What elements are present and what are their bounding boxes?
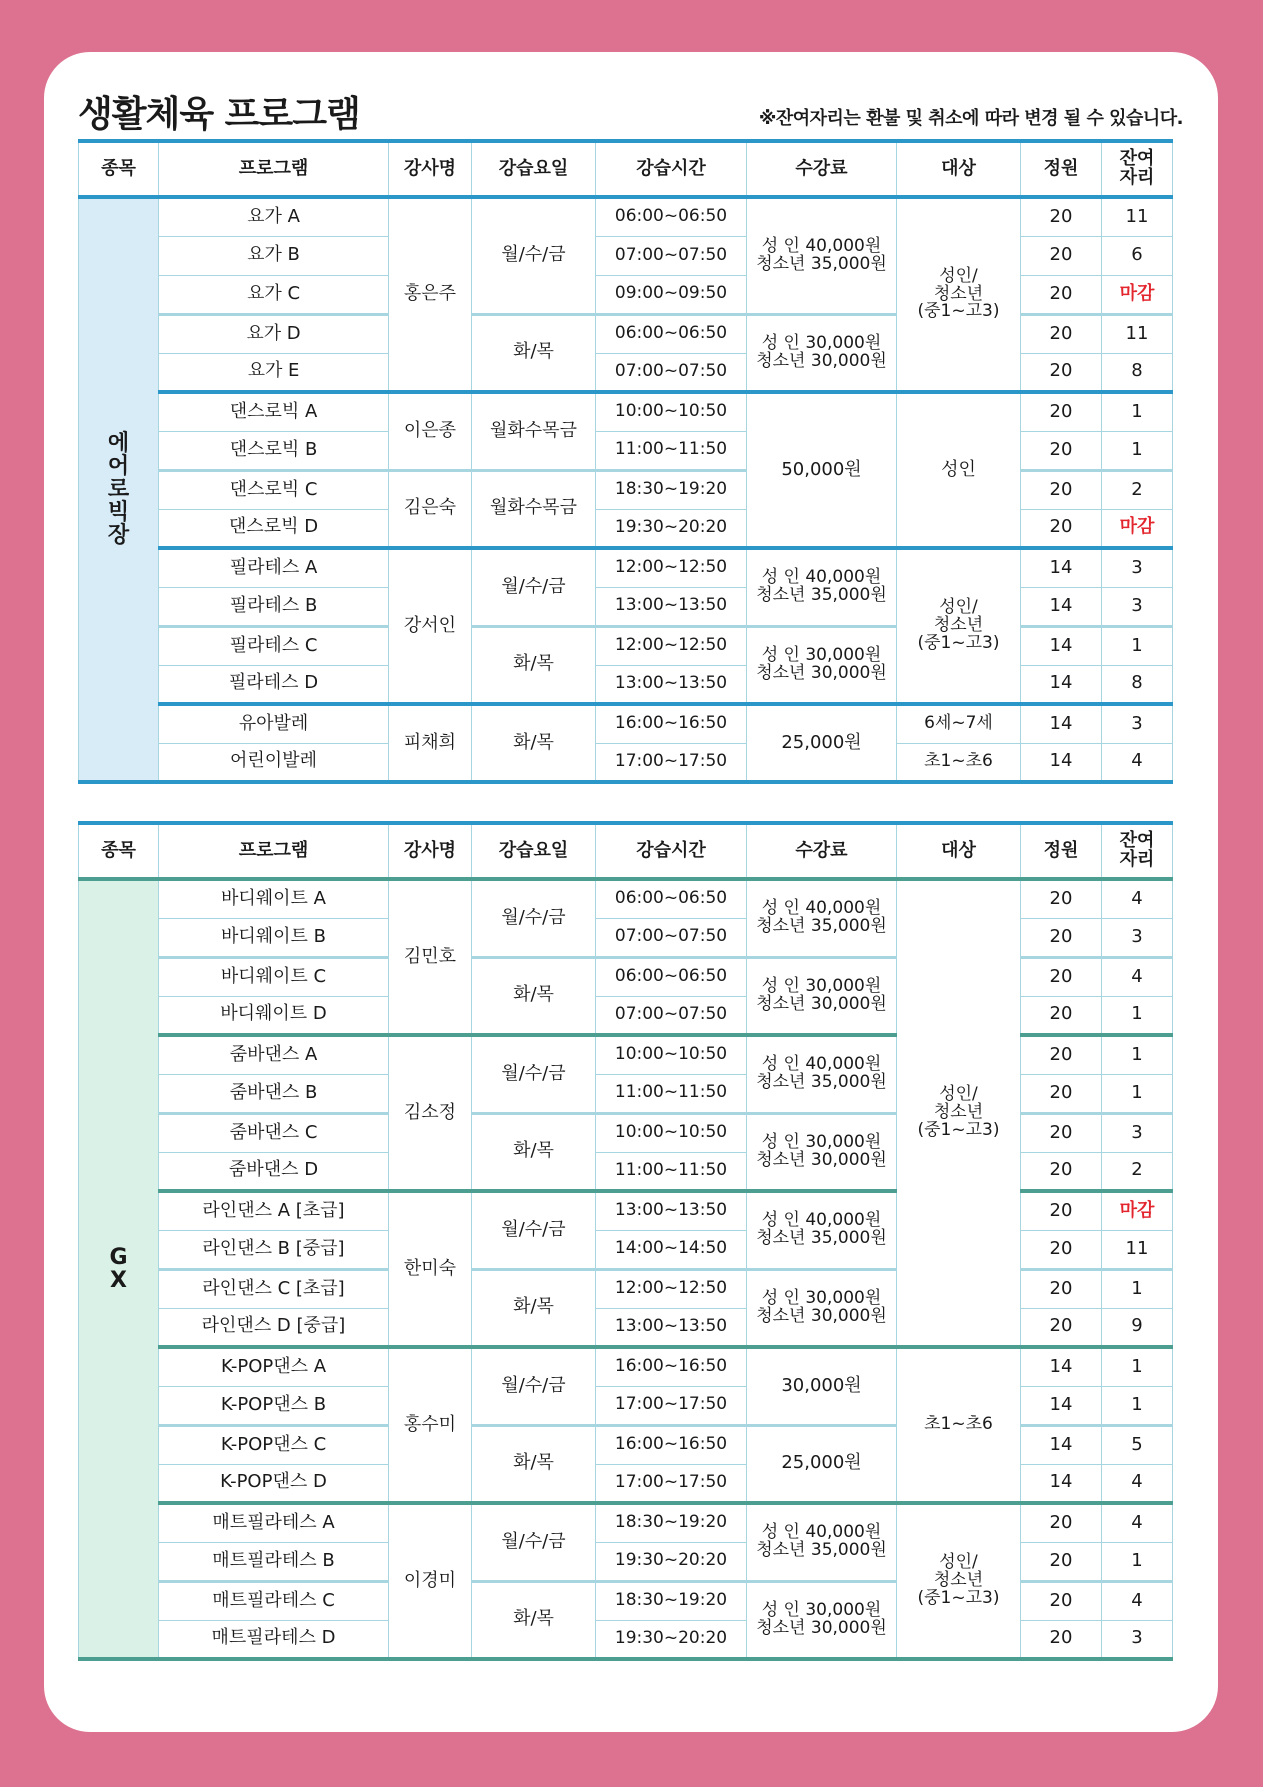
program-cell: 댄스로빅 C <box>159 470 389 509</box>
program-cell: 어린이발레 <box>159 743 389 782</box>
program-cell: 요가 C <box>159 275 389 314</box>
header-fee: 수강료 <box>747 823 897 879</box>
days-cell: 화/목 <box>472 1269 596 1347</box>
days-cell: 월/수/금 <box>472 548 596 626</box>
fee-cell: 50,000원 <box>747 392 897 548</box>
days-cell: 월/수/금 <box>472 879 596 957</box>
fee-cell: 25,000원 <box>747 704 897 782</box>
remaining-cell: 3 <box>1102 1113 1173 1152</box>
program-cell: 유아발레 <box>159 704 389 743</box>
target-cell: 성인/ 청소년 (중1~고3) <box>897 1503 1021 1659</box>
remaining-cell: 3 <box>1102 704 1173 743</box>
header-time: 강습시간 <box>596 141 747 197</box>
time-cell: 06:00~06:50 <box>596 197 747 236</box>
instructor-cell: 한미숙 <box>389 1191 472 1347</box>
category-cell: 에 어 로 빅 장 <box>79 197 159 782</box>
program-cell: 매트필라테스 C <box>159 1581 389 1620</box>
remaining-cell: 9 <box>1102 1308 1173 1347</box>
time-cell: 10:00~10:50 <box>596 1035 747 1074</box>
time-cell: 06:00~06:50 <box>596 879 747 918</box>
days-cell: 화/목 <box>472 1581 596 1659</box>
program-cell: 바디웨이트 A <box>159 879 389 918</box>
instructor-cell: 김은숙 <box>389 470 472 548</box>
instructor-cell: 이은종 <box>389 392 472 470</box>
target-cell: 성인/ 청소년 (중1~고3) <box>897 879 1021 1347</box>
program-cell: K-POP댄스 D <box>159 1464 389 1503</box>
time-cell: 11:00~11:50 <box>596 1074 747 1113</box>
capacity-cell: 14 <box>1021 1464 1102 1503</box>
target-cell: 성인/ 청소년 (중1~고3) <box>897 548 1021 704</box>
remaining-cell: 4 <box>1102 1503 1173 1542</box>
time-cell: 18:30~19:20 <box>596 1503 747 1542</box>
program-cell: K-POP댄스 B <box>159 1386 389 1425</box>
table-row <box>79 743 1173 782</box>
header-capacity: 정원 <box>1021 141 1102 197</box>
header-category: 종목 <box>79 141 159 197</box>
time-cell: 07:00~07:50 <box>596 918 747 957</box>
time-cell: 10:00~10:50 <box>596 1113 747 1152</box>
capacity-cell: 20 <box>1021 431 1102 470</box>
program-cell: K-POP댄스 C <box>159 1425 389 1464</box>
capacity-cell: 20 <box>1021 509 1102 548</box>
capacity-cell: 20 <box>1021 1113 1102 1152</box>
days-cell: 화/목 <box>472 704 596 782</box>
time-cell: 06:00~06:50 <box>596 314 747 353</box>
time-cell: 19:30~20:20 <box>596 1620 747 1659</box>
program-cell: 요가 A <box>159 197 389 236</box>
time-cell: 12:00~12:50 <box>596 548 747 587</box>
header-days: 강습요일 <box>472 141 596 197</box>
time-cell: 18:30~19:20 <box>596 470 747 509</box>
capacity-cell: 14 <box>1021 548 1102 587</box>
capacity-cell: 20 <box>1021 1503 1102 1542</box>
fee-cell: 성 인 30,000원 청소년 30,000원 <box>747 957 897 1035</box>
remaining-cell: 11 <box>1102 197 1173 236</box>
days-cell: 화/목 <box>472 1425 596 1503</box>
time-cell: 11:00~11:50 <box>596 1152 747 1191</box>
gx-schedule-table <box>78 821 1173 1661</box>
fee-cell: 성 인 40,000원 청소년 35,000원 <box>747 1191 897 1269</box>
remaining-cell: 1 <box>1102 1035 1173 1074</box>
target-cell: 성인 <box>897 392 1021 548</box>
capacity-cell: 20 <box>1021 918 1102 957</box>
capacity-cell: 20 <box>1021 1074 1102 1113</box>
capacity-cell: 14 <box>1021 587 1102 626</box>
header-target: 대상 <box>897 823 1021 879</box>
days-cell: 화/목 <box>472 957 596 1035</box>
header-program: 프로그램 <box>159 141 389 197</box>
remaining-cell: 3 <box>1102 1620 1173 1659</box>
time-cell: 06:00~06:50 <box>596 957 747 996</box>
program-cell: 라인댄스 B [중급] <box>159 1230 389 1269</box>
header-time: 강습시간 <box>596 823 747 879</box>
program-cell: 필라테스 A <box>159 548 389 587</box>
remaining-cell: 1 <box>1102 1386 1173 1425</box>
days-cell: 화/목 <box>472 1113 596 1191</box>
program-cell: 요가 B <box>159 236 389 275</box>
capacity-cell: 20 <box>1021 957 1102 996</box>
time-cell: 13:00~13:50 <box>596 587 747 626</box>
days-cell: 월/수/금 <box>472 1503 596 1581</box>
time-cell: 16:00~16:50 <box>596 704 747 743</box>
remaining-cell: 1 <box>1102 1074 1173 1113</box>
time-cell: 07:00~07:50 <box>596 996 747 1035</box>
remaining-cell: 5 <box>1102 1425 1173 1464</box>
program-cell: 바디웨이트 C <box>159 957 389 996</box>
time-cell: 16:00~16:50 <box>596 1347 747 1386</box>
capacity-cell: 20 <box>1021 1542 1102 1581</box>
time-cell: 17:00~17:50 <box>596 743 747 782</box>
fee-cell: 성 인 40,000원 청소년 35,000원 <box>747 1035 897 1113</box>
header-row <box>79 141 1173 197</box>
aerobics-schedule-table <box>78 139 1173 784</box>
remaining-cell: 마감 <box>1102 1191 1173 1230</box>
program-cell: 매트필라테스 D <box>159 1620 389 1659</box>
remaining-cell: 4 <box>1102 1464 1173 1503</box>
remaining-cell: 6 <box>1102 236 1173 275</box>
capacity-cell: 20 <box>1021 314 1102 353</box>
fee-cell: 성 인 40,000원 청소년 35,000원 <box>747 548 897 626</box>
remaining-cell: 8 <box>1102 665 1173 704</box>
remaining-cell: 3 <box>1102 548 1173 587</box>
program-cell: 라인댄스 D [중급] <box>159 1308 389 1347</box>
remaining-cell: 1 <box>1102 1347 1173 1386</box>
table-row <box>79 548 1173 587</box>
capacity-cell: 20 <box>1021 392 1102 431</box>
instructor-cell: 김소정 <box>389 1035 472 1191</box>
program-cell: 요가 D <box>159 314 389 353</box>
time-cell: 16:00~16:50 <box>596 1425 747 1464</box>
fee-cell: 25,000원 <box>747 1425 897 1503</box>
instructor-cell: 강서인 <box>389 548 472 704</box>
remaining-cell: 8 <box>1102 353 1173 392</box>
instructor-cell: 피채희 <box>389 704 472 782</box>
instructor-cell: 이경미 <box>389 1503 472 1659</box>
program-cell: 매트필라테스 B <box>159 1542 389 1581</box>
target-cell: 초1~초6 <box>897 1347 1021 1503</box>
program-cell: 라인댄스 A [초급] <box>159 1191 389 1230</box>
time-cell: 13:00~13:50 <box>596 1308 747 1347</box>
days-cell: 월/수/금 <box>472 1347 596 1425</box>
table-row <box>79 392 1173 431</box>
program-cell: 줌바댄스 B <box>159 1074 389 1113</box>
instructor-cell: 홍은주 <box>389 197 472 392</box>
program-cell: 댄스로빅 B <box>159 431 389 470</box>
capacity-cell: 20 <box>1021 1152 1102 1191</box>
target-cell: 6세~7세 <box>897 704 1021 743</box>
remaining-cell: 11 <box>1102 314 1173 353</box>
instructor-cell: 홍수미 <box>389 1347 472 1503</box>
capacity-cell: 14 <box>1021 743 1102 782</box>
time-cell: 17:00~17:50 <box>596 1464 747 1503</box>
capacity-cell: 20 <box>1021 879 1102 918</box>
capacity-cell: 14 <box>1021 665 1102 704</box>
header-remaining: 잔여 자리 <box>1102 823 1173 879</box>
capacity-cell: 14 <box>1021 626 1102 665</box>
table-row <box>79 1503 1173 1542</box>
header-capacity: 정원 <box>1021 823 1102 879</box>
capacity-cell: 20 <box>1021 1191 1102 1230</box>
category-cell: G X <box>79 879 159 1659</box>
capacity-cell: 20 <box>1021 996 1102 1035</box>
fee-cell: 성 인 30,000원 청소년 30,000원 <box>747 1581 897 1659</box>
time-cell: 07:00~07:50 <box>596 236 747 275</box>
days-cell: 화/목 <box>472 314 596 392</box>
remaining-cell: 3 <box>1102 587 1173 626</box>
time-cell: 13:00~13:50 <box>596 665 747 704</box>
time-cell: 11:00~11:50 <box>596 431 747 470</box>
days-cell: 월/수/금 <box>472 1035 596 1113</box>
program-cell: K-POP댄스 A <box>159 1347 389 1386</box>
time-cell: 19:30~20:20 <box>596 509 747 548</box>
target-cell: 성인/ 청소년 (중1~고3) <box>897 197 1021 392</box>
program-cell: 줌바댄스 D <box>159 1152 389 1191</box>
header-instructor: 강사명 <box>389 823 472 879</box>
fee-cell: 30,000원 <box>747 1347 897 1425</box>
capacity-cell: 20 <box>1021 1035 1102 1074</box>
capacity-cell: 14 <box>1021 1347 1102 1386</box>
time-cell: 19:30~20:20 <box>596 1542 747 1581</box>
capacity-cell: 20 <box>1021 1230 1102 1269</box>
header-fee: 수강료 <box>747 141 897 197</box>
time-cell: 18:30~19:20 <box>596 1581 747 1620</box>
capacity-cell: 20 <box>1021 353 1102 392</box>
capacity-cell: 20 <box>1021 1269 1102 1308</box>
remaining-cell: 2 <box>1102 470 1173 509</box>
header-days: 강습요일 <box>472 823 596 879</box>
remaining-cell: 마감 <box>1102 509 1173 548</box>
target-cell: 초1~초6 <box>897 743 1021 782</box>
remaining-cell: 1 <box>1102 626 1173 665</box>
program-cell: 필라테스 C <box>159 626 389 665</box>
program-cell: 줌바댄스 A <box>159 1035 389 1074</box>
capacity-cell: 20 <box>1021 236 1102 275</box>
remaining-cell: 4 <box>1102 879 1173 918</box>
capacity-cell: 14 <box>1021 1425 1102 1464</box>
time-cell: 10:00~10:50 <box>596 392 747 431</box>
remaining-cell: 1 <box>1102 1542 1173 1581</box>
capacity-cell: 20 <box>1021 1581 1102 1620</box>
header-instructor: 강사명 <box>389 141 472 197</box>
table-row <box>79 197 1173 236</box>
days-cell: 월화수목금 <box>472 392 596 470</box>
remaining-cell: 4 <box>1102 743 1173 782</box>
page-title: 생활체육 프로그램 <box>78 94 360 135</box>
program-cell: 댄스로빅 A <box>159 392 389 431</box>
table-row <box>79 1347 1173 1386</box>
notice-text: ※잔여자리는 환불 및 취소에 따라 변경 될 수 있습니다. <box>758 108 1183 129</box>
days-cell: 월/수/금 <box>472 1191 596 1269</box>
remaining-cell: 4 <box>1102 957 1173 996</box>
time-cell: 17:00~17:50 <box>596 1386 747 1425</box>
days-cell: 월화수목금 <box>472 470 596 548</box>
fee-cell: 성 인 40,000원 청소년 35,000원 <box>747 197 897 314</box>
program-cell: 요가 E <box>159 353 389 392</box>
remaining-cell: 1 <box>1102 431 1173 470</box>
fee-cell: 성 인 40,000원 청소년 35,000원 <box>747 1503 897 1581</box>
remaining-cell: 1 <box>1102 1269 1173 1308</box>
time-cell: 09:00~09:50 <box>596 275 747 314</box>
capacity-cell: 14 <box>1021 704 1102 743</box>
time-cell: 07:00~07:50 <box>596 353 747 392</box>
days-cell: 월/수/금 <box>472 197 596 314</box>
remaining-cell: 마감 <box>1102 275 1173 314</box>
header-program: 프로그램 <box>159 823 389 879</box>
capacity-cell: 20 <box>1021 1308 1102 1347</box>
remaining-cell: 3 <box>1102 918 1173 957</box>
header-target: 대상 <box>897 141 1021 197</box>
program-cell: 매트필라테스 A <box>159 1503 389 1542</box>
time-cell: 12:00~12:50 <box>596 626 747 665</box>
header-remaining: 잔여 자리 <box>1102 141 1173 197</box>
fee-cell: 성 인 30,000원 청소년 30,000원 <box>747 626 897 704</box>
time-cell: 13:00~13:50 <box>596 1191 747 1230</box>
program-cell: 바디웨이트 B <box>159 918 389 957</box>
remaining-cell: 1 <box>1102 392 1173 431</box>
fee-cell: 성 인 40,000원 청소년 35,000원 <box>747 879 897 957</box>
table-row <box>79 704 1173 743</box>
table-row <box>79 879 1173 918</box>
program-cell: 바디웨이트 D <box>159 996 389 1035</box>
program-cell: 댄스로빅 D <box>159 509 389 548</box>
program-cell: 라인댄스 C [초급] <box>159 1269 389 1308</box>
header-category: 종목 <box>79 823 159 879</box>
remaining-cell: 2 <box>1102 1152 1173 1191</box>
time-cell: 12:00~12:50 <box>596 1269 747 1308</box>
fee-cell: 성 인 30,000원 청소년 30,000원 <box>747 314 897 392</box>
program-cell: 필라테스 D <box>159 665 389 704</box>
instructor-cell: 김민호 <box>389 879 472 1035</box>
fee-cell: 성 인 30,000원 청소년 30,000원 <box>747 1269 897 1347</box>
capacity-cell: 20 <box>1021 275 1102 314</box>
remaining-cell: 1 <box>1102 996 1173 1035</box>
remaining-cell: 4 <box>1102 1581 1173 1620</box>
header-row <box>79 823 1173 879</box>
capacity-cell: 20 <box>1021 470 1102 509</box>
capacity-cell: 20 <box>1021 1620 1102 1659</box>
remaining-cell: 11 <box>1102 1230 1173 1269</box>
capacity-cell: 20 <box>1021 197 1102 236</box>
fee-cell: 성 인 30,000원 청소년 30,000원 <box>747 1113 897 1191</box>
capacity-cell: 14 <box>1021 1386 1102 1425</box>
program-cell: 줌바댄스 C <box>159 1113 389 1152</box>
days-cell: 화/목 <box>472 626 596 704</box>
program-cell: 필라테스 B <box>159 587 389 626</box>
time-cell: 14:00~14:50 <box>596 1230 747 1269</box>
